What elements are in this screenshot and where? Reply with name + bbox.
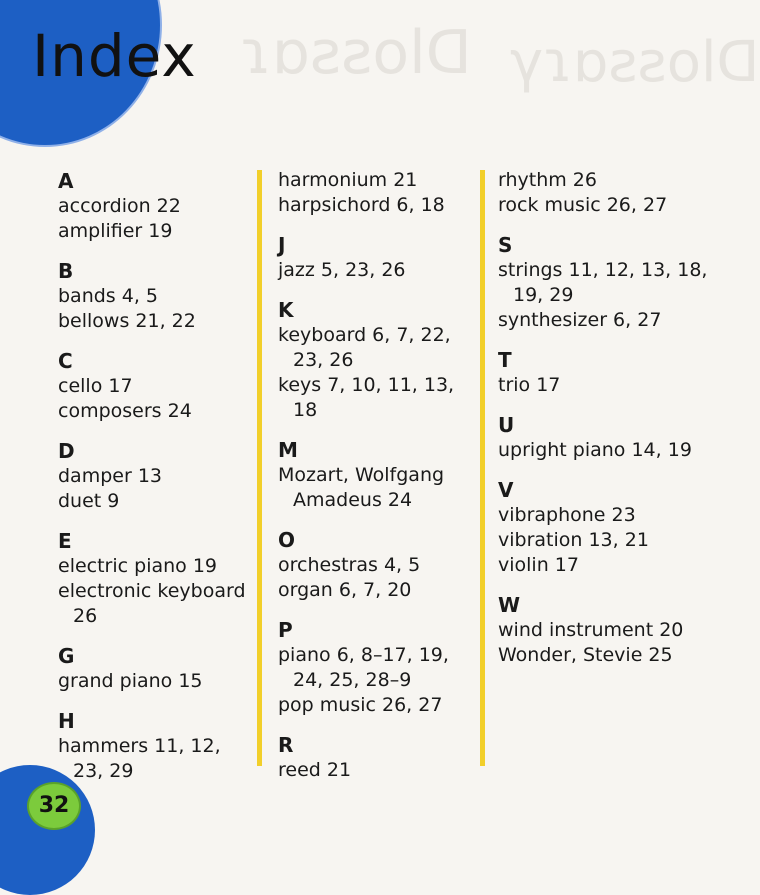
index-letter-heading: O bbox=[278, 528, 296, 552]
index-letter-heading: P bbox=[278, 618, 293, 642]
index-letter-heading: U bbox=[498, 413, 515, 437]
index-letter-heading: E bbox=[58, 529, 72, 553]
index-entry: trio 17 bbox=[498, 374, 561, 396]
index-column-1 bbox=[58, 168, 253, 784]
index-entry: keys 7, 10, 11, 13, 18 bbox=[278, 374, 455, 421]
index-entry: harpsichord 6, 18 bbox=[278, 194, 445, 216]
index-entry: upright piano 14, 19 bbox=[498, 439, 692, 461]
index-letter-heading: K bbox=[278, 298, 294, 322]
index-letter-heading: H bbox=[58, 709, 75, 733]
index-entry: violin 17 bbox=[498, 554, 579, 576]
index-letter-heading: G bbox=[58, 644, 75, 668]
index-letter-heading: W bbox=[498, 593, 521, 617]
index-entry: harmonium 21 bbox=[278, 169, 418, 191]
index-entry: duet 9 bbox=[58, 490, 120, 512]
index-letter-heading: C bbox=[58, 349, 73, 373]
index-entry: keyboard 6, 7, 22, 23, 26 bbox=[278, 324, 451, 371]
index-entry: orchestras 4, 5 bbox=[278, 554, 421, 576]
index-column-2 bbox=[278, 168, 468, 783]
index-entry: organ 6, 7, 20 bbox=[278, 579, 412, 601]
index-entry: pop music 26, 27 bbox=[278, 694, 443, 716]
index-entry: jazz 5, 23, 26 bbox=[278, 259, 406, 281]
index-entry: synthesizer 6, 27 bbox=[498, 309, 662, 331]
index-entry: strings 11, 12, 13, 18, 19, 29 bbox=[498, 259, 708, 306]
page-number: 32 bbox=[27, 782, 81, 830]
index-entry: hammers 11, 12, 23, 29 bbox=[58, 735, 221, 782]
index-letter-heading: V bbox=[498, 478, 514, 502]
index-letter-heading: S bbox=[498, 233, 513, 257]
index-entry: rock music 26, 27 bbox=[498, 194, 668, 216]
index-entry: wind instrument 20 bbox=[498, 619, 684, 641]
index-entry: bellows 21, 22 bbox=[58, 310, 196, 332]
index-entry: composers 24 bbox=[58, 400, 192, 422]
index-entry: cello 17 bbox=[58, 375, 133, 397]
index-entry: Wonder, Stevie 25 bbox=[498, 644, 673, 666]
index-entry: piano 6, 8–17, 19, 24, 25, 28–9 bbox=[278, 644, 449, 691]
index-entry: reed 21 bbox=[278, 759, 352, 781]
index-entry: Mozart, Wolfgang Amadeus 24 bbox=[278, 464, 445, 511]
column-divider bbox=[480, 170, 485, 766]
index-letter-heading: R bbox=[278, 733, 294, 757]
index-letter-heading: M bbox=[278, 438, 298, 462]
index-entry: amplifier 19 bbox=[58, 220, 173, 242]
index-entry: bands 4, 5 bbox=[58, 285, 159, 307]
index-letter-heading: D bbox=[58, 439, 75, 463]
index-entry: electric piano 19 bbox=[58, 555, 217, 577]
index-letter-heading: A bbox=[58, 169, 74, 193]
index-column-3 bbox=[498, 168, 723, 668]
index-entry: electronic keyboard 26 bbox=[58, 580, 246, 627]
index-entry: accordion 22 bbox=[58, 195, 181, 217]
index-entry: damper 13 bbox=[58, 465, 162, 487]
index-entry: vibraphone 23 bbox=[498, 504, 636, 526]
index-letter-heading: B bbox=[58, 259, 74, 283]
index-entry: vibration 13, 21 bbox=[498, 529, 649, 551]
index-entry: rhythm 26 bbox=[498, 169, 597, 191]
index-letter-heading: T bbox=[498, 348, 512, 372]
page-title: Index bbox=[32, 22, 197, 90]
index-entry: grand piano 15 bbox=[58, 670, 203, 692]
column-divider bbox=[257, 170, 262, 766]
index-letter-heading: J bbox=[278, 233, 286, 257]
